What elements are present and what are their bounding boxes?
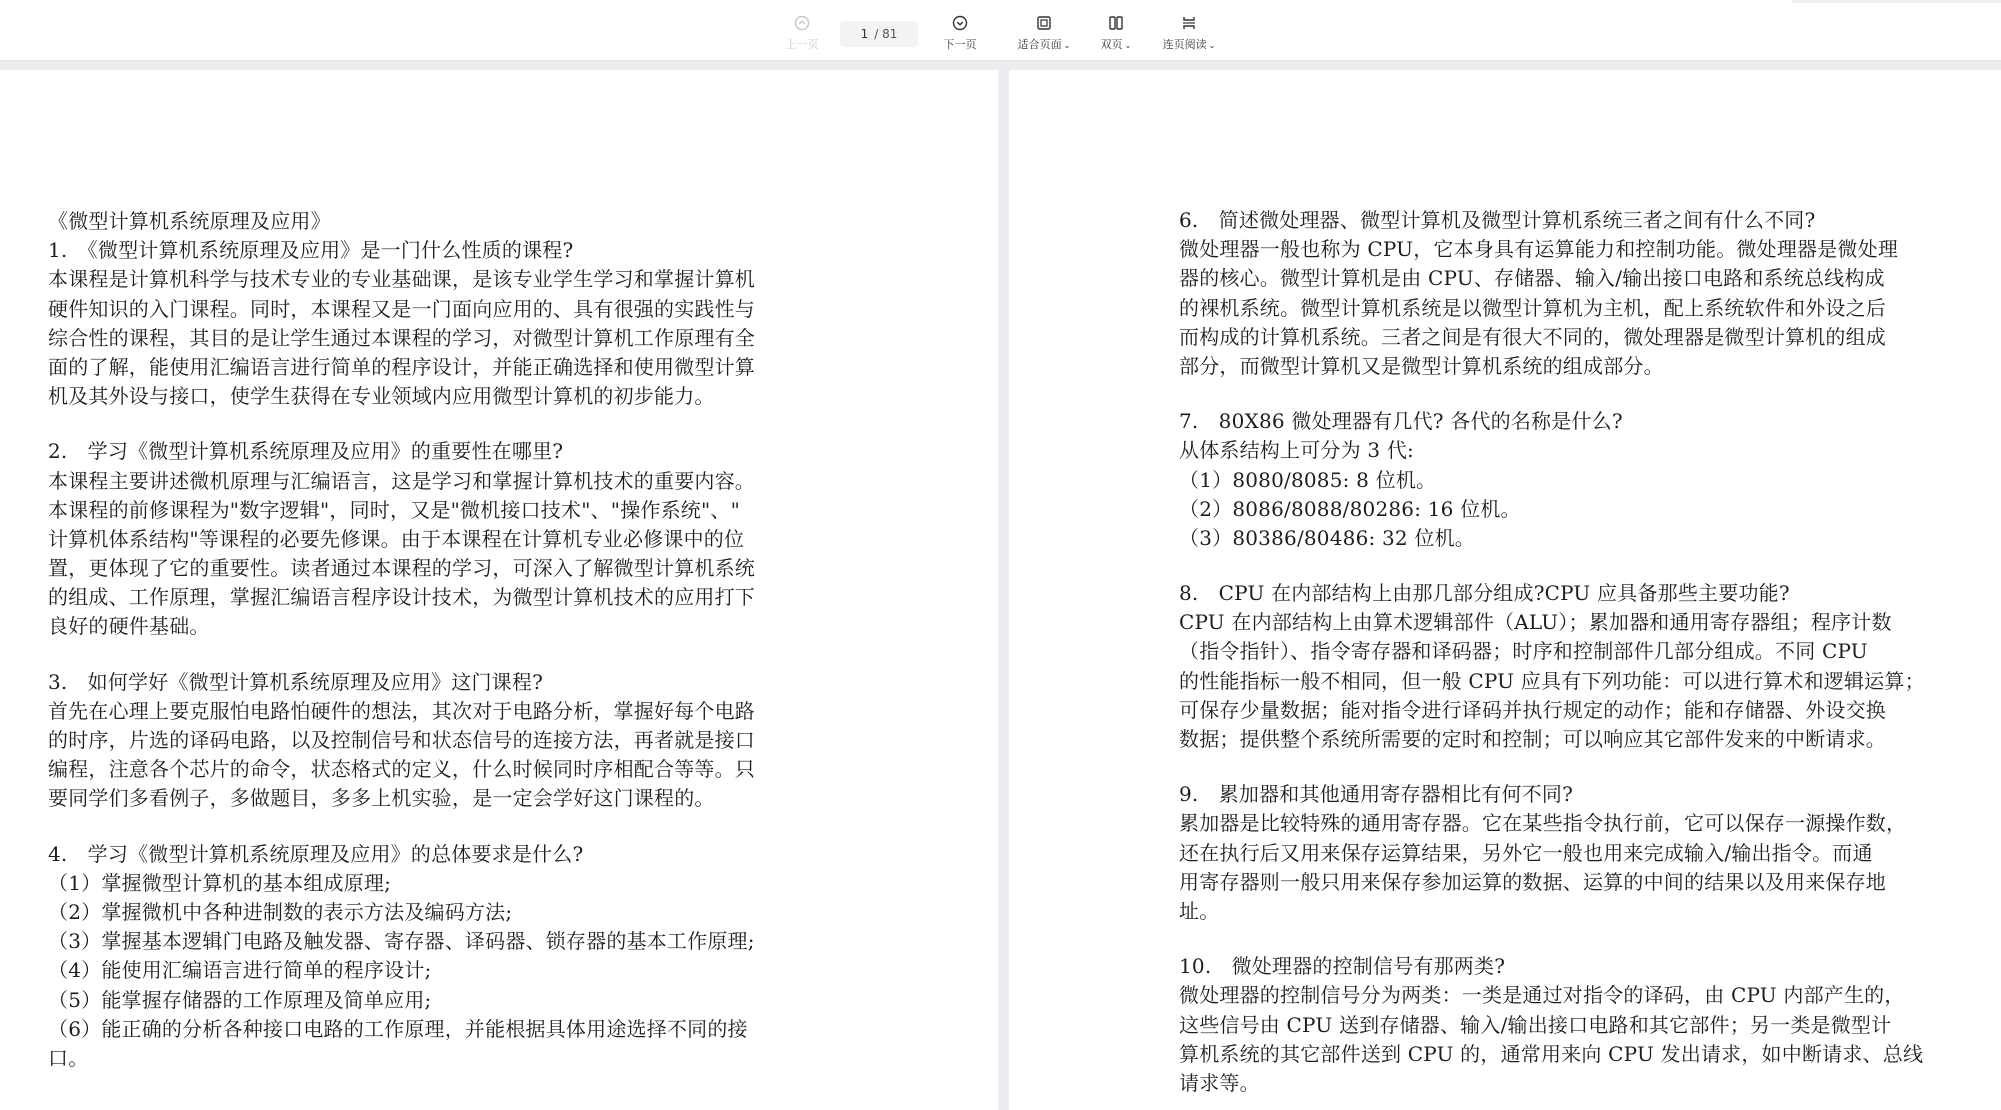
prev-page-label: 上一页 (785, 38, 819, 51)
arrow-up-circle-icon (794, 13, 810, 33)
paragraph-gap (1179, 553, 1979, 579)
text-line: 8. CPU 在内部结构上由那几部分组成?CPU 应具备那些主要功能? (1179, 581, 1790, 606)
paragraph-gap (48, 814, 838, 840)
text-line: （1）8080/8085: 8 位机。 (1179, 467, 1437, 492)
double-page-dropdown[interactable] (1096, 13, 1136, 55)
text-line: 本课程是计算机科学与技术专业的专业基础课，是该专业学生学习和掌握计算机 (48, 267, 755, 292)
text-line: 计算机体系结构"等课程的必要先修课。由于本课程在计算机专业必修课中的位 (48, 526, 745, 551)
double-page-label: 双页 (1100, 38, 1123, 51)
text-line: 从体系结构上可分为 3 代: (1179, 438, 1414, 463)
fit-page-label: 适合页面 (1017, 38, 1062, 51)
paragraph-gap (1179, 754, 1979, 780)
text-line: 《微型计算机系统原理及应用》 (48, 209, 331, 233)
text-line: 数据；提供整个系统所需要的定时和控制；可以响应其它部件发来的中断请求。 (1179, 727, 1886, 751)
text-line: （2）8086/8088/80286: 16 位机。 (1179, 496, 1521, 521)
text-line: 本课程主要讲述微机原理与汇编语言，这是学习和掌握计算机技术的重要内容。 (48, 468, 755, 493)
continuous-reading-icon (1181, 13, 1197, 33)
arrow-down-circle-icon (952, 13, 968, 33)
text-line: 编程，注意各个芯片的命令，状态格式的定义，什么时候同时序相配合等等。只 (48, 757, 755, 782)
text-line: 硬件知识的入门课程。同时，本课程又是一门面向应用的、具有很强的实践性与 (48, 296, 755, 321)
text-line: 累加器是比较特殊的通用寄存器。它在某些指令执行前，它可以保存一源操作数， (1179, 811, 1907, 836)
text-line: 这些信号由 CPU 送到存储器、输入/输出接口电路和其它部件；另一类是微型计 (1179, 1012, 1892, 1037)
text-line: （3）80386/80486: 32 位机。 (1179, 525, 1476, 550)
text-line: 可保存少量数据；能对指令进行译码并执行规定的动作；能和存储器、外设交换 (1179, 697, 1886, 722)
text-line: 址。 (1179, 898, 1220, 923)
text-line: （6）能正确的分析各种接口电路的工作原理，并能根据具体用途选择不同的接 (48, 1016, 748, 1041)
text-line: （3）掌握基本逻辑门电路及触发器、寄存器、译码器、锁存器的基本工作原理; (48, 929, 755, 954)
text-line: （5）能掌握存储器的工作原理及简单应用; (48, 987, 432, 1012)
text-line: 用寄存器则一般只用来保存参加运算的数据、运算的中间的结果以及用来保存地 (1179, 869, 1886, 894)
text-line: 综合性的课程，其目的是让学生通过本课程的学习，对微型计算机工作原理有全 (48, 325, 755, 350)
text-line: 的组成、工作原理，掌握汇编语言程序设计技术，为微型计算机技术的应用打下 (48, 585, 755, 610)
text-line: 置，更体现了它的重要性。读者通过本课程的学习，可深入了解微型计算机系统 (48, 556, 755, 581)
toolbar-corner-decoration (1791, 0, 2001, 3)
double-page-icon (1108, 13, 1124, 33)
prev-page-button[interactable] (782, 13, 822, 55)
continuous-reading-label: 连页阅读 (1162, 38, 1207, 51)
text-line: 4. 学习《微型计算机系统原理及应用》的总体要求是什么? (48, 841, 584, 866)
text-line: 7. 80X86 微处理器有几代? 各代的名称是什么? (1179, 409, 1623, 434)
fit-page-dropdown[interactable] (1012, 13, 1076, 55)
document-page-right (1009, 70, 2001, 1110)
text-line: 的时序，片选的译码电路，以及控制信号和状态信号的连接方法，再者就是接口 (48, 728, 755, 752)
text-line: 10. 微处理器的控制信号有那两类? (1179, 954, 1506, 979)
total-pages: / 81 (874, 27, 898, 41)
current-page-input[interactable]: 1 (860, 27, 869, 41)
text-line: CPU 在内部结构上由算术逻辑部件（ALU）；累加器和通用寄存器组；程序计数 (1179, 610, 1892, 635)
text-line: （指令指针）、指令寄存器和译码器；时序和控制部件几部分组成。不同 CPU (1179, 639, 1868, 664)
paragraph-gap (48, 642, 838, 668)
text-line: 器的核心。微型计算机是由 CPU、存储器、输入/输出接口电路和系统总线构成 (1179, 266, 1885, 291)
paragraph-gap (48, 411, 838, 437)
text-line: （4）能使用汇编语言进行简单的程序设计; (48, 958, 432, 983)
paragraph-gap (1179, 926, 1979, 952)
text-line: 9. 累加器和其他通用寄存器相比有何不同? (1179, 782, 1574, 807)
text-line: 首先在心理上要克服怕电路怕硬件的想法，其次对于电路分析，掌握好每个电路 (48, 698, 755, 723)
text-line: 6. 简述微处理器、微型计算机及微型计算机系统三者之间有什么不同? (1179, 208, 1816, 232)
text-line: （1）掌握微型计算机的基本组成原理; (48, 870, 392, 895)
text-line: 的裸机系统。微型计算机系统是以微型计算机为主机，配上系统软件和外设之后 (1179, 295, 1886, 320)
text-line: 良好的硬件基础。 (48, 614, 210, 639)
text-line: 而构成的计算机系统。三者之间是有很大不同的，微处理器是微型计算机的组成 (1179, 324, 1886, 349)
text-line: 口。 (48, 1045, 89, 1070)
text-line: 微处理器一般也称为 CPU，它本身具有运算能力和控制功能。微处理器是微处理 (1179, 237, 1899, 262)
text-line: 面的了解，能使用汇编语言进行简单的程序设计，并能正确选择和使用微型计算 (48, 354, 755, 379)
text-line: 本课程的前修课程为"数字逻辑"，同时，又是"微机接口技术"、"操作系统"、" (48, 497, 740, 522)
viewer-toolbar (0, 0, 2001, 61)
document-page-left (0, 70, 998, 1110)
text-line: 2. 学习《微型计算机系统原理及应用》的重要性在哪里? (48, 439, 564, 464)
fit-page-icon (1036, 13, 1052, 33)
text-line: 算机系统的其它部件送到 CPU 的，通常用来向 CPU 发出请求，如中断请求、总线 (1179, 1041, 1924, 1066)
next-page-label: 下一页 (943, 38, 977, 51)
chevron-down-icon: ⌄ (1124, 41, 1132, 50)
page-text-right (1179, 206, 1979, 1098)
text-line: 请求等。 (1179, 1070, 1260, 1095)
text-line: 微处理器的控制信号分为两类：一类是通过对指令的译码，由 CPU 内部产生的， (1179, 983, 1905, 1008)
page-text-left (48, 207, 838, 1073)
text-line: 要同学们多看例子，多做题目，多多上机实验，是一定会学好这门课程的。 (48, 786, 715, 811)
next-page-button[interactable] (940, 13, 980, 55)
text-line: 机及其外设与接口，使学生获得在专业领域内应用微型计算机的初步能力。 (48, 384, 715, 409)
text-line: 部分，而微型计算机又是微型计算机系统的组成部分。 (1179, 353, 1664, 378)
chevron-down-icon: ⌄ (1208, 41, 1216, 50)
text-line: 的性能指标一般不相同，但一般 CPU 应具有下列功能：可以进行算术和逻辑运算； (1179, 668, 1925, 693)
text-line: 1. 《微型计算机系统原理及应用》是一门什么性质的课程? (48, 238, 574, 263)
text-line: 3. 如何学好《微型计算机系统原理及应用》这门课程? (48, 669, 544, 694)
page-indicator[interactable] (840, 21, 918, 47)
chevron-down-icon: ⌄ (1063, 41, 1071, 50)
continuous-reading-dropdown[interactable] (1156, 13, 1222, 55)
paragraph-gap (1179, 381, 1979, 407)
text-line: 还在执行后又用来保存运算结果，另外它一般也用来完成输入/输出指令。而通 (1179, 840, 1873, 865)
text-line: （2）掌握微机中各种进制数的表示方法及编码方法; (48, 899, 513, 924)
